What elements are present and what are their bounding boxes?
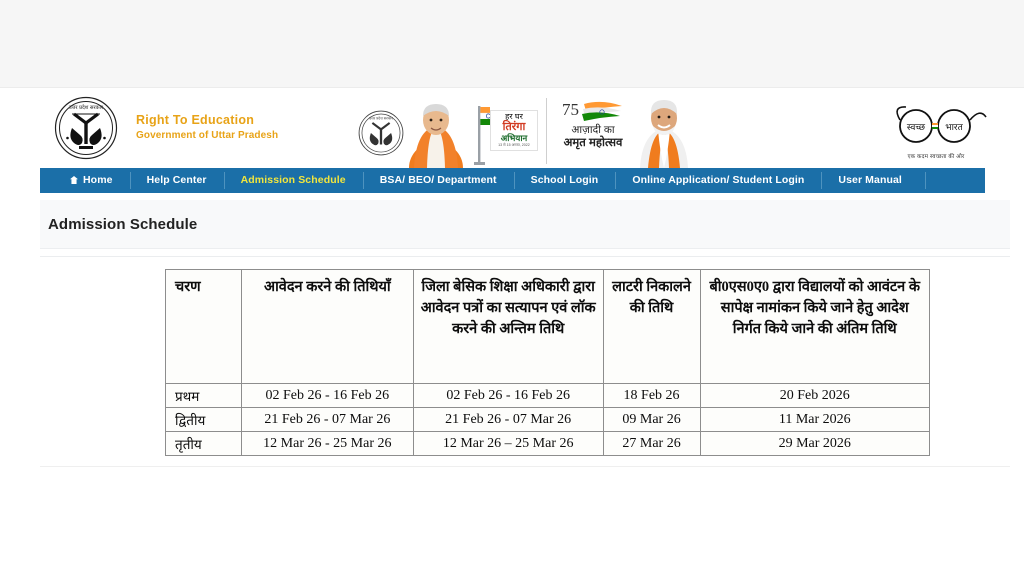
uttar-pradesh-state-emblem-icon xyxy=(54,96,118,160)
nav-item-school-login[interactable]: School Login xyxy=(514,168,616,193)
column-header-lottery-date: लाटरी निकालने की तिथि xyxy=(603,270,700,384)
swachh-bharat-logo xyxy=(884,100,988,158)
brand-block xyxy=(136,112,366,143)
chief-minister-photo xyxy=(404,96,468,168)
cell-allotment-order-date: 11 Mar 2026 xyxy=(700,408,930,432)
page-title-panel xyxy=(40,200,1010,249)
bharat-word: भारत xyxy=(945,123,963,133)
cell-application-dates: 02 Feb 26 - 16 Feb 26 xyxy=(241,384,413,408)
tiranga-line1: हर घर xyxy=(505,112,523,121)
table-row xyxy=(166,408,930,432)
tiranga-line4: 13 से 15 अगस्त, 2022 xyxy=(498,143,530,147)
azadi-ka-amrit-mahotsav-logo xyxy=(546,98,632,164)
nav-item-user-manual[interactable]: User Manual xyxy=(821,168,919,193)
cell-phase: प्रथम xyxy=(166,384,242,408)
prime-minister-photo xyxy=(632,96,696,168)
svg-text:उत्तर प्रदेश सरकार: उत्तर प्रदेश सरकार xyxy=(369,116,393,121)
cell-application-dates: 21 Feb 26 - 07 Mar 26 xyxy=(241,408,413,432)
table-row xyxy=(166,432,930,456)
cell-lottery-date: 18 Feb 26 xyxy=(603,384,700,408)
column-header-application-dates: आवेदन करने की तिथियाँ xyxy=(241,270,413,384)
cell-verification-lock-date: 02 Feb 26 - 16 Feb 26 xyxy=(413,384,603,408)
cell-allotment-order-date: 29 Mar 2026 xyxy=(700,432,930,456)
column-header-phase: चरण xyxy=(166,270,242,384)
tiranga-text-box xyxy=(490,110,538,151)
page-title: Admission Schedule xyxy=(48,215,198,233)
column-header-allotment-order-date: बी0एस0ए0 द्वारा विद्यालयों को आवंटन के सापेक्ष नामांकन किये जाने हेतु आदेश निर्गत किये जाने की अंतिम तिथि xyxy=(700,270,930,384)
nav-item-online-application-student-login[interactable]: Online Application/ Student Login xyxy=(615,168,821,193)
cell-phase: द्वितीय xyxy=(166,408,242,432)
amrit-line1: आज़ादी का xyxy=(571,124,615,136)
admission-schedule-image xyxy=(155,262,940,462)
browser-top-strip xyxy=(0,0,1024,88)
nav-item-home[interactable] xyxy=(40,168,130,193)
cell-lottery-date: 27 Mar 26 xyxy=(603,432,700,456)
swachh-caption: एक कदम स्वच्छता की ओर xyxy=(907,154,965,160)
nav-item-admission-schedule[interactable]: Admission Schedule xyxy=(224,168,363,193)
cell-verification-lock-date: 21 Feb 26 - 07 Mar 26 xyxy=(413,408,603,432)
nav-item-bsa-beo-department[interactable]: BSA/ BEO/ Department xyxy=(363,168,514,193)
government-campaign-banner xyxy=(358,96,713,168)
admission-schedule-table xyxy=(165,269,930,456)
brand-subtitle: Government of Uttar Pradesh xyxy=(136,130,279,141)
tiranga-line2: तिरंगा xyxy=(502,121,526,133)
main-navigation xyxy=(40,168,985,193)
nav-label-home: Home xyxy=(83,174,113,186)
cell-allotment-order-date: 20 Feb 2026 xyxy=(700,384,930,408)
cell-lottery-date: 09 Mar 26 xyxy=(603,408,700,432)
cell-verification-lock-date: 12 Mar 26 – 25 Mar 26 xyxy=(413,432,603,456)
amrit-line2: अमृत महोत्सव xyxy=(563,137,623,149)
swachh-word: स्वच्छ xyxy=(906,123,926,133)
svg-text:उत्तर प्रदेश सरकार: उत्तर प्रदेश सरकार xyxy=(68,105,104,111)
cell-application-dates: 12 Mar 26 - 25 Mar 26 xyxy=(241,432,413,456)
har-ghar-tiranga-logo xyxy=(470,98,542,168)
panel-divider xyxy=(40,256,1010,257)
table-row xyxy=(166,384,930,408)
banner-state-emblem-icon xyxy=(358,108,404,158)
column-header-verification-lock-date: जिला बेसिक शिक्षा अधिकारी द्वारा आवेदन पत्रों का सत्यापन एवं लॉक करने की अन्तिम तिथि xyxy=(413,270,603,384)
nav-end-divider xyxy=(925,172,926,189)
nav-item-help-center[interactable]: Help Center xyxy=(130,168,224,193)
table-header-row xyxy=(166,270,930,384)
cell-phase: तृतीय xyxy=(166,432,242,456)
tiranga-line3: अभियान xyxy=(500,133,528,143)
brand-title: Right To Education xyxy=(136,113,255,127)
content-bottom-divider xyxy=(40,466,1010,467)
amrit-75-mark: 75 xyxy=(562,100,579,119)
home-icon xyxy=(70,169,78,177)
